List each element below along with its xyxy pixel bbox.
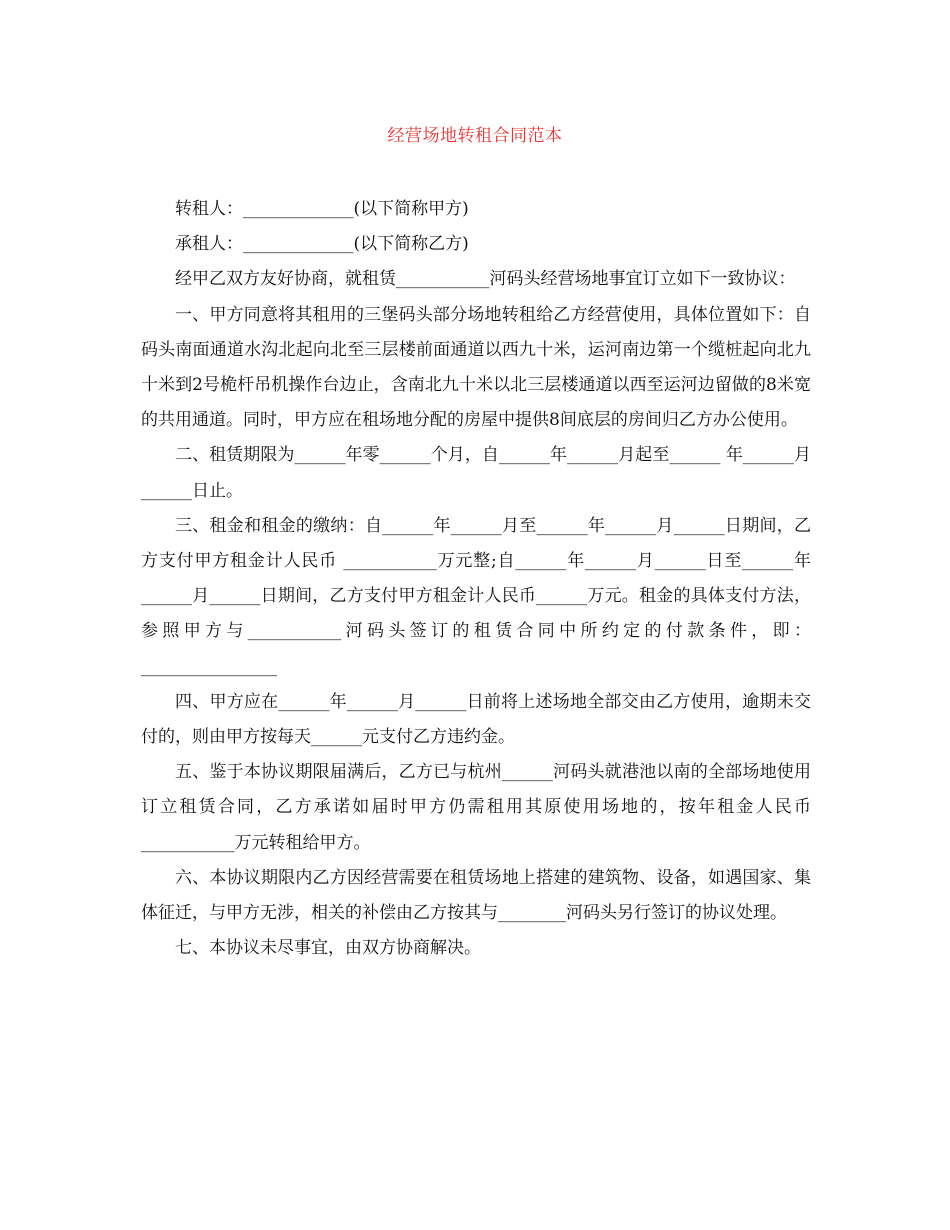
clause-7-misc: 七、本协议未尽事宜，由双方协商解决。 [175,938,481,959]
clause-6-expropriation: 六、本协议期限内乙方因经营需要在租赁场地上搭建的建筑物、设备，如遇国家、集体征迁，与甲方无涉，相关的补偿由乙方按其与________河码头另行签订的协议处理。 [141,867,811,924]
clause-4-delivery: 四、甲方应在______年______月______日前将上述场地全部交由乙方使用，逾期未交付的，则由甲方按每天______元支付乙方违约金。 [141,691,811,748]
paragraph-sublessor: 转租人：_____________(以下简称甲方) [175,199,469,219]
clause-1-location: 一、甲方同意将其租用的三堡码头部分场地转租给乙方经营使用，具体位置如下：自码头南面通道水沟北起向北至三层楼前面通道以西九十米，运河南边第一个缆桩起向北九十米到2号桅杆吊机操作台边止，含南北九十米以北三层楼通道以西至运河边留做的8米宽的共用通道。同时，甲方应在租场地分配的房屋中提供8间底层的房间归乙方办公使用。 [141,304,811,431]
clause-2-term: 二、租赁期限为______年零______个月，自______年______月起至______ 年______月______日止。 [141,445,811,501]
paragraph-preamble: 经甲乙双方友好协商，就租赁___________河码头经营场地事宜订立如下一致协议： [175,269,796,290]
clause-5-renewal: 五、鉴于本协议期限届满后，乙方已与杭州______河码头就港池以南的全部场地使用订立租赁合同，乙方承诺如届时甲方仍需租用其原使用场地的，按年租金人民币___________万元转租给甲方。 [141,762,811,853]
clause-3-rent: 三、租金和租金的缴纳：自______年______月至______年______月______日期间，乙方支付甲方租金计人民币 ___________万元整;自______年______月______日至______年______月______日期间，乙方支付甲方租金计人民币______万元。租金的具体支付方法，参照甲方与___________河码头签订的租赁合同中所约定的付款条件，即： ________________ [141,515,811,677]
document-title: 经营场地转租合同范本 [387,126,563,146]
paragraph-lessee: 承租人：_____________(以下简称乙方) [175,234,469,255]
document-body [141,192,811,966]
